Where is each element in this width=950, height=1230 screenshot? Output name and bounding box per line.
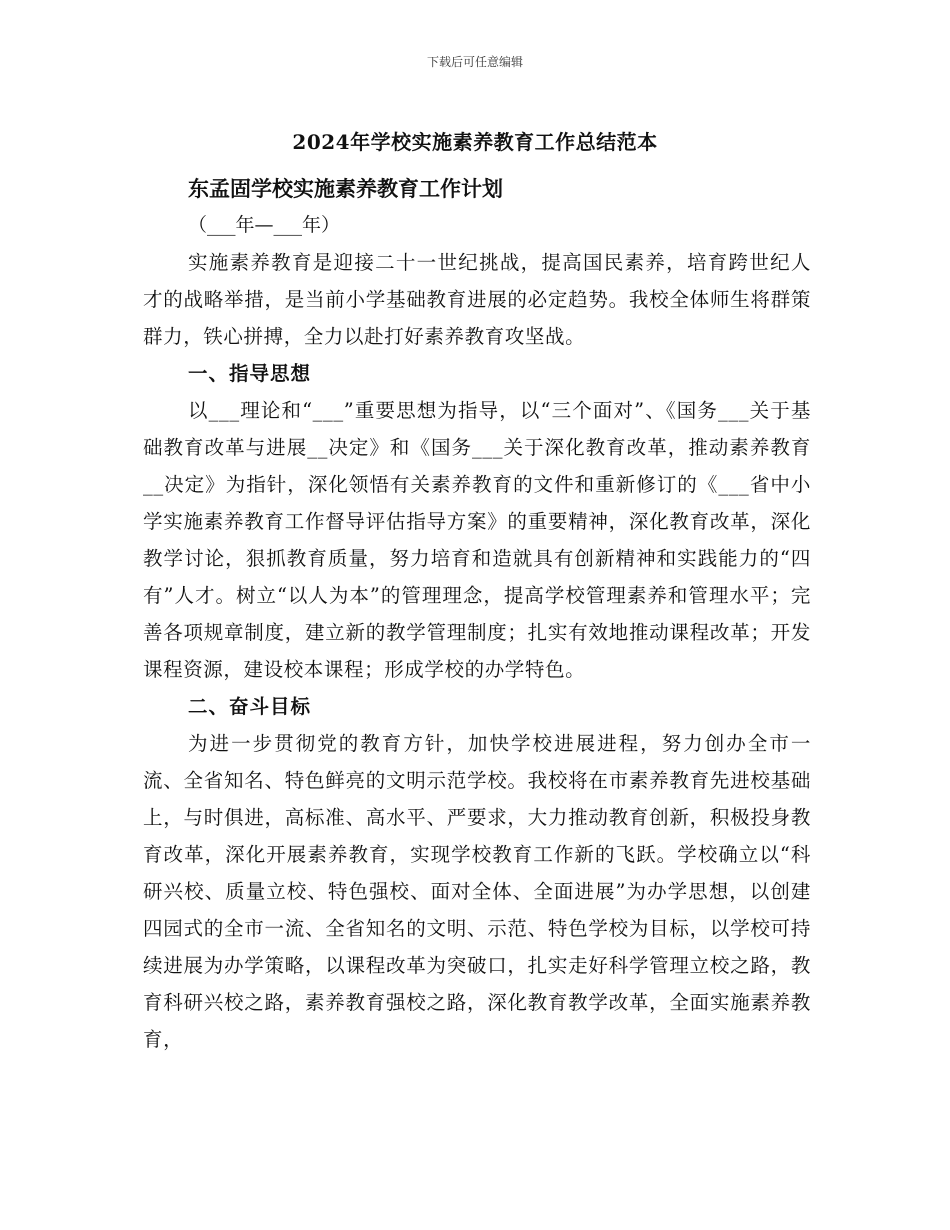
document-body	[143, 170, 811, 1058]
plan-subtitle: 东孟固学校实施素养教育工作计划	[188, 176, 503, 201]
section-body-goals: 为进一步贯彻党的教育方针，加快学校进展进程，努力创办全市一流、全省知名、特色鲜亮的文明示范学校。我校将在市素养教育先进校基础上，与时俱进，高标准、高水平、严要求，大力推动教育创新，积极投身教育改革，深化开展素养教育，实现学校教育工作新的飞跃。学校确立以“科研兴校、质量立校、特色强校、面对全体、全面进展”为办学思想，以创建四园式的全市一流、全省知名的文明、示范、特色学校为目标，以学校可持续进展为办学策略，以课程改革为突破口，扎实走好科学管理立校之路，教育科研兴校之路，素养教育强校之路，深化教育教学改革，全面实施素养教育，	[143, 732, 811, 1051]
intro-paragraph: 实施素养教育是迎接二十一世纪挑战，提高国民素养，培育跨世纪人才的战略举措，是当前小学基础教育进展的必定趋势。我校全体师生将群策群力，铁心拼搏，全力以赴打好素养教育攻坚战。	[143, 251, 811, 348]
date-range: （___年—___年）	[188, 214, 341, 236]
page-header-note: 下载后可任意编辑	[426, 55, 523, 69]
section-heading-goals: 二、奋斗目标	[188, 695, 312, 718]
section-heading-guiding-ideology: 一、指导思想	[188, 362, 312, 385]
section-body-guiding-ideology: 以___理论和“___”重要思想为指导，以“三个面对”、《国务___关于基础教育改革与进展__决定》和《国务___关于深化教育改革，推动素养教育__决定》为指针，深化领悟有关素养教育的文件和重新修订的《___省中小学实施素养教育工作督导评估指导方案》的重要精神，深化教育改革，深化教学讨论，狠抓教育质量，努力培育和造就具有创新精神和实践能力的“四有”人才。树立“以人为本”的管理理念，提高学校管理素养和管理水平；完善各项规章制度，建立新的教学管理制度；扎实有效地推动课程改革；开发课程资源，建设校本课程；形成学校的办学特色。	[143, 399, 811, 681]
document-title: 2024年学校实施素养教育工作总结范本	[292, 130, 658, 154]
